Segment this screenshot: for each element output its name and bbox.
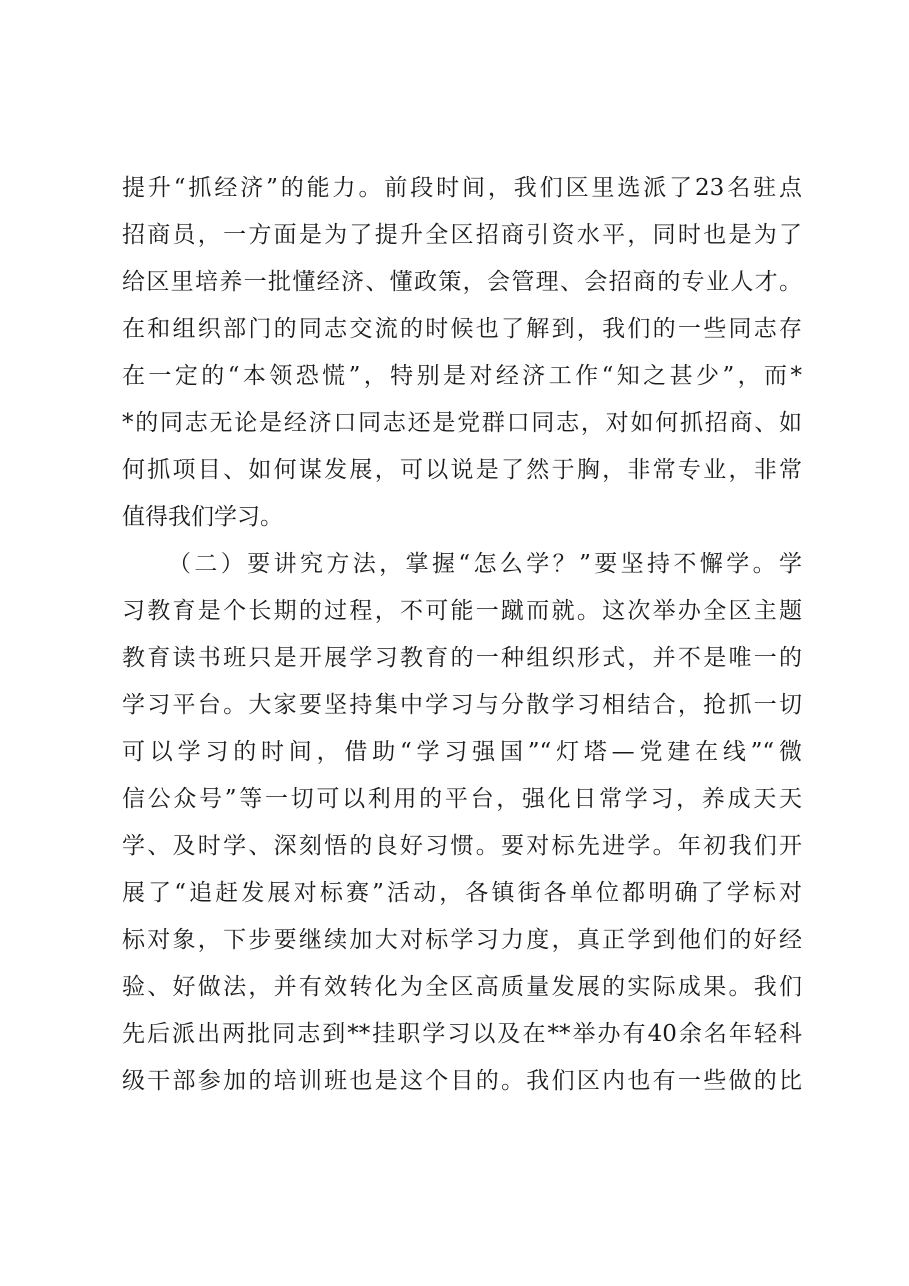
text-line: *的同志无论是经济口同志还是党群口同志，对如何抓招商、如 bbox=[122, 410, 802, 436]
text-line: 招商员，一方面是为了提升全区招商引资水平，同时也是为了 bbox=[122, 222, 802, 248]
section-heading-line: （二）要讲究方法，掌握“怎么学？”要坚持不懈学。学 bbox=[168, 551, 802, 577]
text-line: 级干部参加的培训班也是这个目的。我们区内也有一些做的比 bbox=[122, 1068, 802, 1094]
text-line: 给区里培养一批懂经济、懂政策，会管理、会招商的专业人才。 bbox=[122, 269, 802, 295]
text-line: 标对象，下步要继续加大对标学习力度，真正学到他们的好经 bbox=[122, 927, 802, 953]
text-line: 提升“抓经济”的能力。前段时间，我们区里选派了23名驻点 bbox=[122, 175, 802, 201]
text-line: 验、好做法，并有效转化为全区高质量发展的实际成果。我们 bbox=[122, 974, 802, 1000]
text-line: 学、及时学、深刻悟的良好习惯。要对标先进学。年初我们开 bbox=[122, 833, 802, 859]
text-line: 信公众号”等一切可以利用的平台，强化日常学习，养成天天 bbox=[122, 786, 802, 812]
text-line-paragraph-end: 值得我们学习。 bbox=[122, 504, 283, 530]
text-line: 习教育是个长期的过程，不可能一蹴而就。这次举办全区主题 bbox=[122, 598, 802, 624]
text-line: 展了“追赶发展对标赛”活动，各镇街各单位都明确了学标对 bbox=[122, 880, 802, 906]
text-line: 在和组织部门的同志交流的时候也了解到，我们的一些同志存 bbox=[122, 316, 802, 342]
text-line: 教育读书班只是开展学习教育的一种组织形式，并不是唯一的 bbox=[122, 645, 802, 671]
text-line: 在一定的“本领恐慌”，特别是对经济工作“知之甚少”，而* bbox=[122, 363, 802, 389]
text-line: 学习平台。大家要坚持集中学习与分散学习相结合，抢抓一切 bbox=[122, 692, 802, 718]
text-line: 何抓项目、如何谋发展，可以说是了然于胸，非常专业，非常 bbox=[122, 457, 802, 483]
text-line: 可以学习的时间，借助“学习强国”“灯塔—党建在线”“微 bbox=[122, 739, 802, 765]
text-line: 先后派出两批同志到**挂职学习以及在**举办有40余名年轻科 bbox=[122, 1021, 802, 1047]
